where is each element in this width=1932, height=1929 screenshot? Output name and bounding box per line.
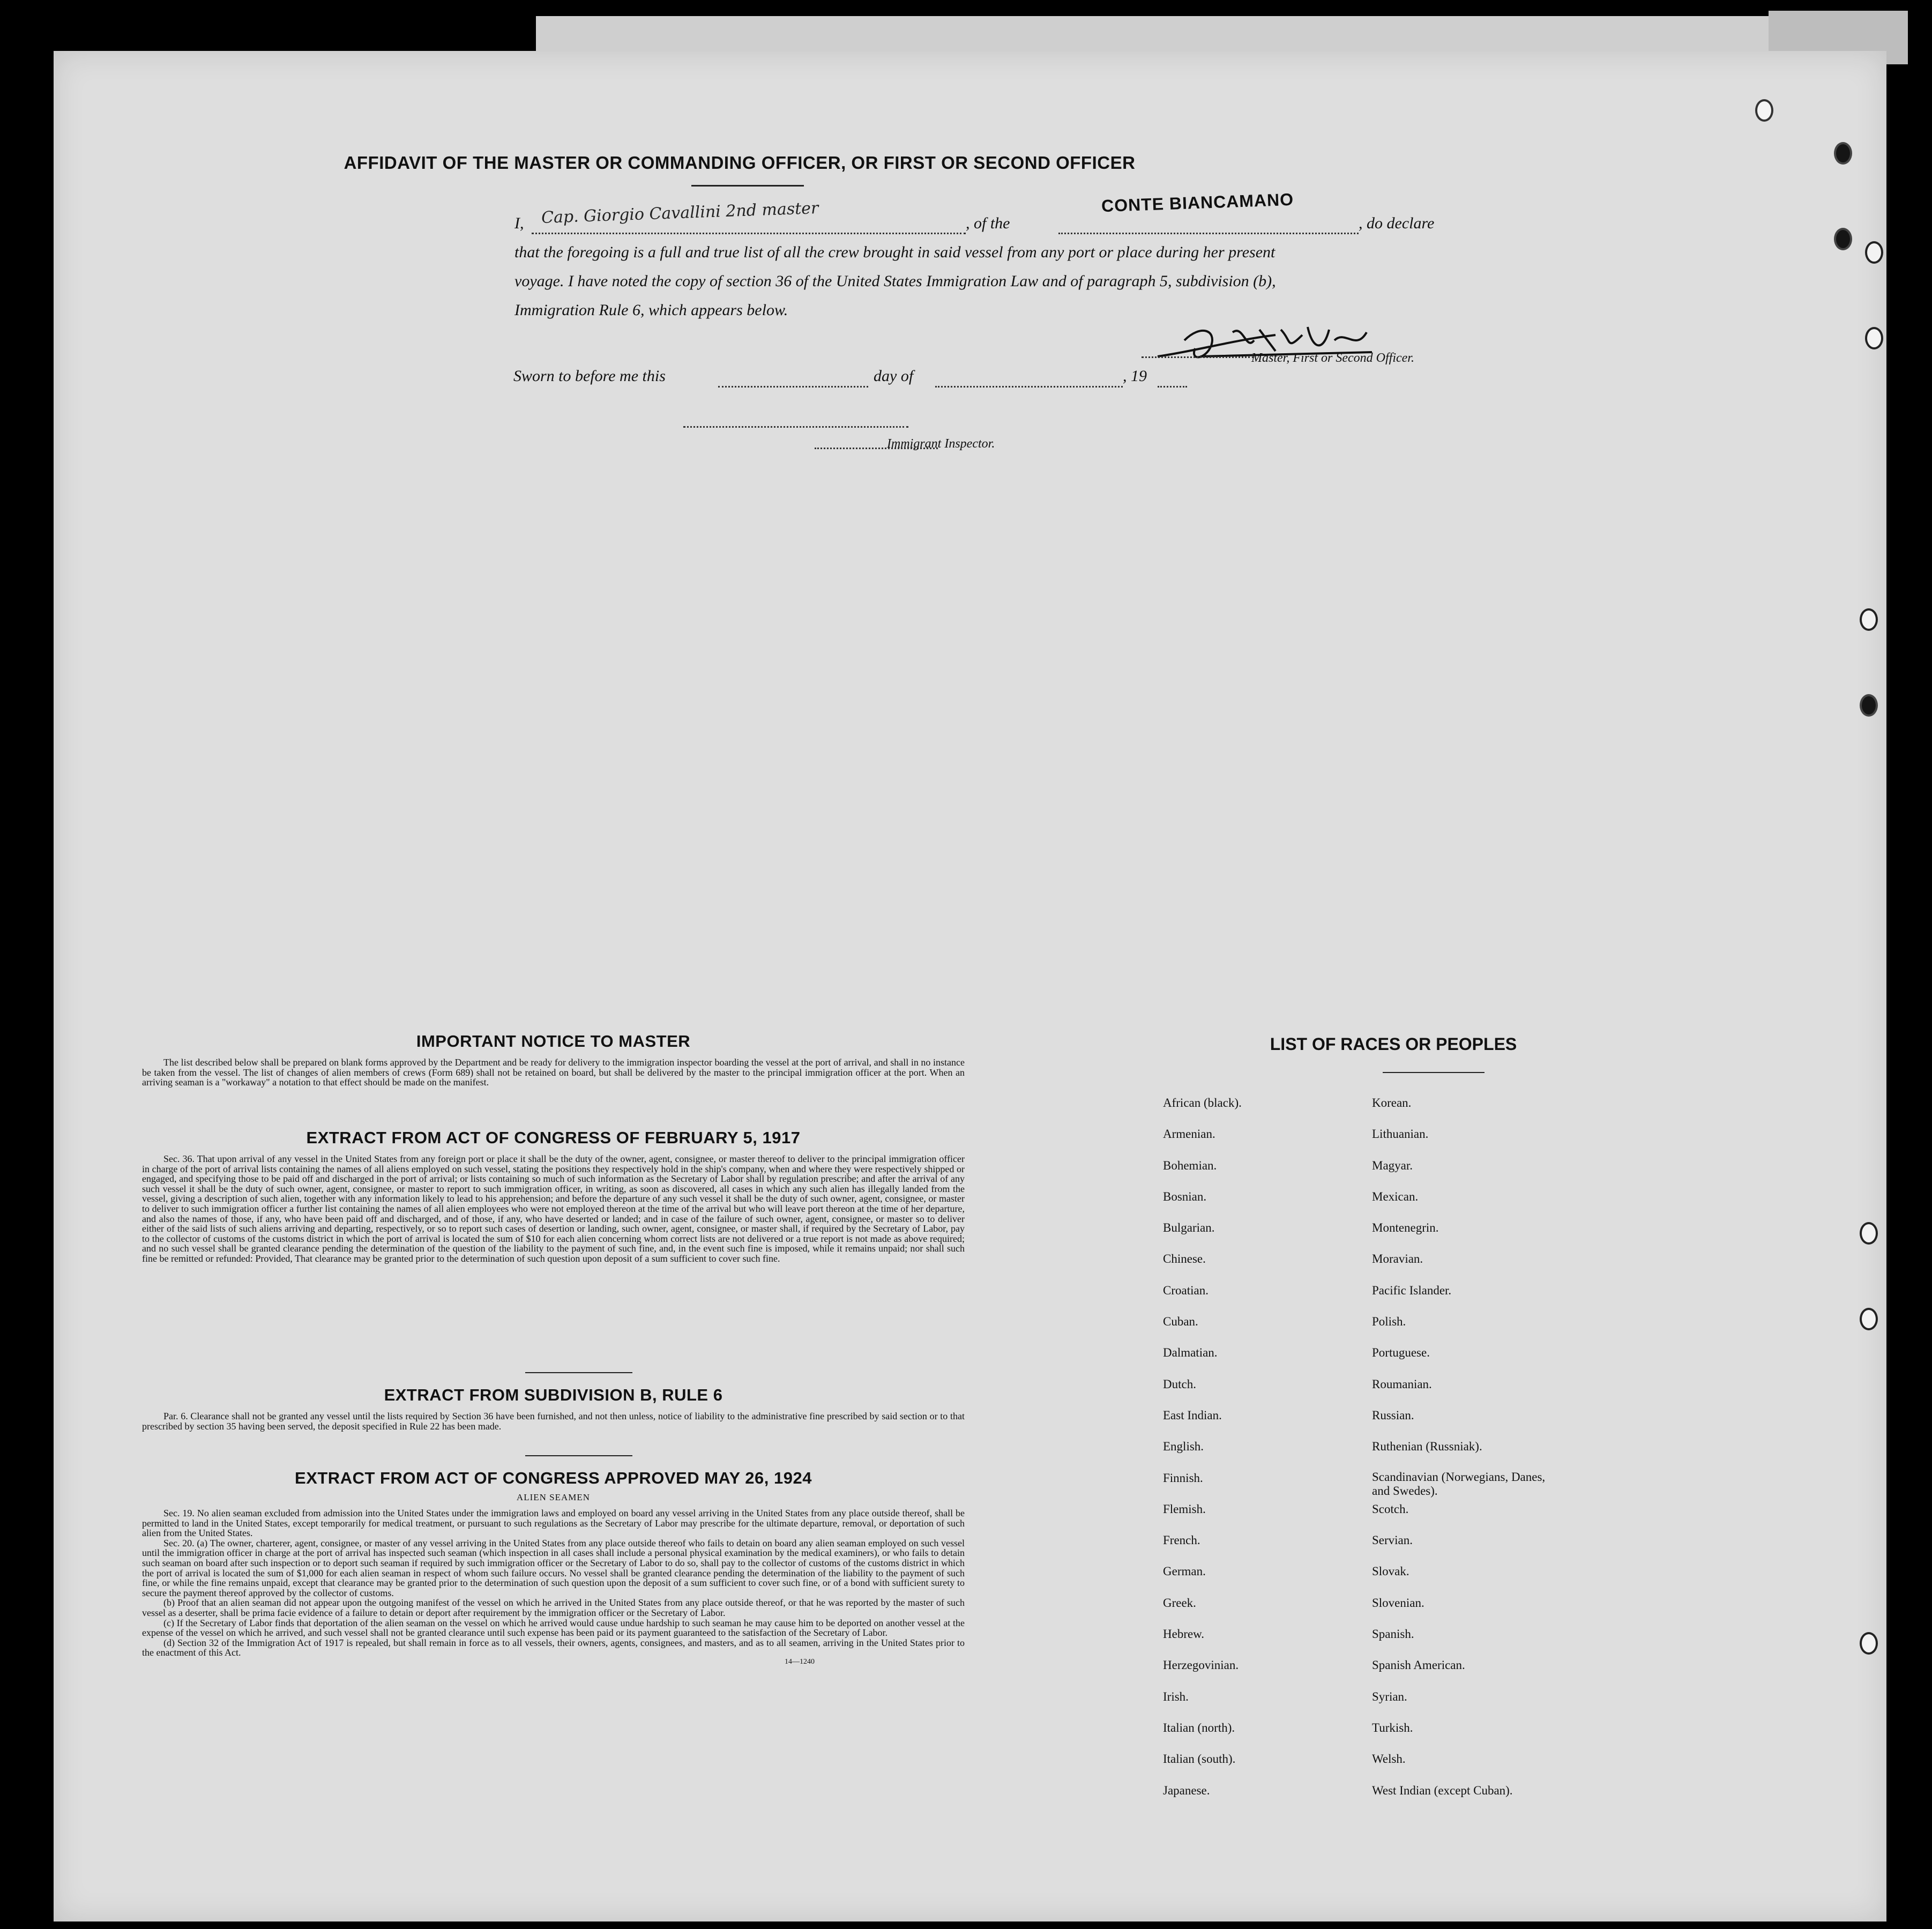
rule-6-title: EXTRACT FROM SUBDIVISION B, RULE 6 xyxy=(384,1386,723,1404)
race-row xyxy=(1163,1658,1645,1689)
race-entry: West Indian (except Cuban). xyxy=(1372,1783,1513,1797)
race-entry: French. xyxy=(1163,1533,1200,1547)
race-entry: English. xyxy=(1163,1440,1204,1454)
race-row xyxy=(1163,1252,1645,1283)
vessel-name-stamp: CONTE BIANCAMANO xyxy=(1101,189,1294,216)
race-entry: Lithuanian. xyxy=(1372,1127,1429,1141)
race-entry: Moravian. xyxy=(1372,1252,1423,1266)
act-1917-title: EXTRACT FROM ACT OF CONGRESS OF FEBRUARY 5, 1917 xyxy=(306,1128,801,1147)
race-row xyxy=(1163,1096,1645,1127)
inspector-label: Immigrant Inspector. xyxy=(887,437,995,451)
race-entry: Syrian. xyxy=(1372,1689,1407,1703)
race-entry: Bulgarian. xyxy=(1163,1221,1215,1235)
races-list xyxy=(1163,1096,1645,1815)
signature-line xyxy=(1142,356,1254,358)
race-entry: Welsh. xyxy=(1372,1752,1406,1766)
title-rule xyxy=(691,185,804,187)
act-1924-title: EXTRACT FROM ACT OF CONGRESS APPROVED MAY 26, 1924 xyxy=(295,1469,812,1487)
races-title-rule xyxy=(1383,1072,1485,1073)
act-1917-text: Sec. 36. That upon arrival of any vessel in the United States from any foreign port or place it shall be the duty of the owner, agent, consignee, or master thereof to deliver to the principal immigration officer in charge of the port of arrival lists containing the names of all aliens employed on such vessel, stating the positions they respectively hold in the ship's company, when and where they were respectively shipped or engaged, and specifying those to be paid off and discharged in the port of arrival; or lists containing so much of such information as the Secretary of Labor shall by regulation prescribe; and after the arrival of any such vessel it shall be the duty of such owner, agent, consignee, or master to report to such immigration officer, in writing, as soon as discovered, all cases in which any such alien has illegally landed from the vessel, giving a description of such alien, together with any information likely to lead to his apprehension; and before the departure of any such vessel it shall be the duty of such owner, agent, consignee, or master to deliver to such immigration officer a further list containing the names of all alien employees who were not employed thereon at the time of the arrival but who will leave port thereon at the time of her departure, and also the names of those, if any, who have been paid off and discharged, and of those, if any, who have deserted or landed; and in case of the failure of such owner, agent, consignee, or master so to deliver either of the said lists of such aliens arriving and departing, respectively, or so to report such cases of desertion or landing, such owner, agent, consignee, or master shall, if required by the Secretary of Labor, pay to the collector of customs of the customs district in which the port of arrival is located the sum of $10 for each alien concerning whom correct lists are not delivered or a true report is not made as above required; and no such vessel shall be granted clearance pending the determination of the question of the liability to the payment of such fine, and, in the event such fine is imposed, while it remains unpaid; nor shall such fine be remitted or refunded: Provided, That clearance may be granted prior to the determination of such question upon deposit of a sum sufficient to cover such fine. xyxy=(142,1153,965,1264)
act-1924-sec20c: (c) If the Secretary of Labor finds that deportation of the alien seaman on the vessel on which he arrived would cause undue hardship to such seaman he may cause him to be deported on another vessel at the expense of the vessel on which he arrived, and such vessel shall not be granted clearance until such expense has been paid or its payment guaranteed to the satisfaction of the Secretary of Labor. xyxy=(142,1617,965,1638)
form-number: 14—1240 xyxy=(785,1657,815,1666)
race-row xyxy=(1163,1127,1645,1158)
race-entry: Servian. xyxy=(1372,1533,1413,1547)
sworn-month-field xyxy=(935,386,1123,388)
race-row xyxy=(1163,1190,1645,1221)
binder-hole xyxy=(1834,142,1852,165)
race-entry: Spanish American. xyxy=(1372,1658,1465,1672)
race-row xyxy=(1163,1346,1645,1377)
race-entry: Montenegrin. xyxy=(1372,1221,1439,1235)
race-entry: Portuguese. xyxy=(1372,1346,1430,1360)
race-row xyxy=(1163,1533,1645,1565)
rule-6-text: Par. 6. Clearance shall not be granted any vessel until the lists required by Section 36 have been furnished, and not then unless, notice of liability to the administrative fine prescribed by said section or to that prescribed by section 35 having been served, the deposit specified in Rule 22 has been made. xyxy=(142,1411,965,1432)
act-1917-section xyxy=(142,1128,965,1264)
race-entry: Pacific Islander. xyxy=(1372,1283,1452,1297)
race-row xyxy=(1163,1377,1645,1409)
race-row xyxy=(1163,1315,1645,1346)
race-entry: African (black). xyxy=(1163,1096,1242,1109)
act-1924-sec20b: (b) Proof that an alien seaman did not appear upon the outgoing manifest of the vessel on which he arrived in the United States from any place outside thereof, or that he was reported by the master of such vessel as a deserter, shall be prima facie evidence of a failure to detain or deport after requirement by the immigration officer or the Secretary of Labor. xyxy=(142,1597,965,1618)
race-row xyxy=(1163,1471,1645,1502)
act-1924-sec19: Sec. 19. No alien seaman excluded from admission into the United States under the immigration laws and employed on board any vessel arriving in the United States from any place outside thereof, shall be permitted to land in the United States, except temporarily for medical treatment, or pursuant to such regulations as the Secretary of Labor may prescribe for the ultimate departure, removal, or deportation of such alien from the United States. xyxy=(142,1508,965,1539)
declaration-line-3: voyage. I have noted the copy of section 36 of the United States Immigration Law and of paragraph 5, subdivision (b), xyxy=(514,272,1276,290)
race-row xyxy=(1163,1752,1645,1783)
race-entry: Slovak. xyxy=(1372,1565,1409,1578)
race-entry: Cuban. xyxy=(1163,1315,1198,1329)
race-entry: Ruthenian (Russniak). xyxy=(1372,1440,1482,1454)
declaration-pronoun: I, xyxy=(514,214,524,232)
notice-section xyxy=(142,1032,965,1088)
binder-hole xyxy=(1865,241,1883,264)
race-entry: Japanese. xyxy=(1163,1783,1210,1797)
race-row xyxy=(1163,1284,1645,1315)
race-entry: Scotch. xyxy=(1372,1502,1409,1516)
section-rule-2 xyxy=(525,1455,632,1456)
race-entry: Slovenian. xyxy=(1372,1596,1424,1610)
race-entry: Flemish. xyxy=(1163,1502,1206,1516)
race-entry: Korean. xyxy=(1372,1096,1412,1109)
race-entry: East Indian. xyxy=(1163,1408,1222,1422)
race-entry: Magyar. xyxy=(1372,1158,1413,1172)
sworn-year-prefix: , 19 xyxy=(1123,367,1147,385)
race-row xyxy=(1163,1409,1645,1440)
handwritten-master-name: Cap. Giorgio Cavallini 2nd master xyxy=(541,198,819,228)
sworn-year-field xyxy=(1158,386,1187,388)
race-entry: Hebrew. xyxy=(1163,1627,1205,1641)
races-title: LIST OF RACES OR PEOPLES xyxy=(1270,1034,1517,1054)
race-row xyxy=(1163,1440,1645,1471)
race-entry: Bosnian. xyxy=(1163,1189,1207,1203)
race-entry: Dalmatian. xyxy=(1163,1346,1218,1360)
notice-text: The list described below shall be prepared on blank forms approved by the Department and be ready for delivery to the immigration inspector boarding the vessel at the port of arrival, and shall in no instance be taken from the vessel. The list of changes of alien members of crews (Form 689) shall not be retained on board, but shall be delivered by the master to the principal immigration officer at the port. When an arriving seaman is a "workaway" a notation to that effect should be made on the manifest. xyxy=(142,1057,965,1088)
race-entry: Croatian. xyxy=(1163,1283,1209,1297)
race-row xyxy=(1163,1721,1645,1752)
binder-hole xyxy=(1860,1222,1878,1245)
binder-hole xyxy=(1860,694,1878,717)
binder-hole xyxy=(1860,1308,1878,1330)
notice-title: IMPORTANT NOTICE TO MASTER xyxy=(416,1032,691,1051)
race-row xyxy=(1163,1221,1645,1252)
race-entry: Turkish. xyxy=(1372,1721,1413,1734)
act-1924-sec20a: Sec. 20. (a) The owner, charterer, agent, consignee, or master of any vessel arriving in the United States from any place outside thereof who fails to detain on board any alien seaman employed on such vessel until the immigration officer in charge at the port of arrival has inspected such seaman (which inspection in all cases shall include a personal physical examination by the medical examiners), or who fails to detain such seaman on board after such inspection or to deport such seaman if required by such immigration officer or the Secretary of Labor to do so, shall pay to the collector of customs of the customs district in which the port of arrival is located the sum of $1,000 for each alien seaman in respect of whom such failure occurs. No vessel shall be granted clearance pending the determination of the liability to the payment of such fine, or while the fine remains unpaid, except that clearance may be granted prior to the determination of such question upon the deposit of a sum sufficient to cover such fine, or of a bond with sufficient surety to secure the payment thereof approved by the collector of customs. xyxy=(142,1537,965,1598)
signature-label: Master, First or Second Officer. xyxy=(1251,351,1414,365)
race-row xyxy=(1163,1784,1645,1815)
race-entry: Bohemian. xyxy=(1163,1158,1217,1172)
declaration-do-declare: , do declare xyxy=(1359,214,1435,232)
race-entry: Finnish. xyxy=(1163,1471,1203,1485)
race-entry: Spanish. xyxy=(1372,1627,1414,1641)
rule-6-section xyxy=(142,1386,965,1431)
race-row xyxy=(1163,1565,1645,1596)
race-row xyxy=(1163,1627,1645,1658)
race-entry: Russian. xyxy=(1372,1408,1414,1422)
race-entry: Roumanian. xyxy=(1372,1377,1432,1391)
race-entry: German. xyxy=(1163,1565,1206,1578)
declaration-of-the: , of the xyxy=(966,214,1010,232)
declaration-paragraph xyxy=(514,209,1543,325)
race-row xyxy=(1163,1690,1645,1721)
affidavit-document-page xyxy=(54,51,1886,1921)
binder-hole xyxy=(1865,327,1883,349)
inspector-signature-line xyxy=(683,426,908,428)
section-rule-1 xyxy=(525,1372,632,1373)
sworn-prefix: Sworn to before me this xyxy=(513,367,666,385)
name-field-line xyxy=(532,233,966,234)
race-entry: Italian (north). xyxy=(1163,1721,1235,1734)
sworn-day-of: day of xyxy=(874,367,914,385)
race-entry: Chinese. xyxy=(1163,1252,1206,1266)
affidavit-title: AFFIDAVIT OF THE MASTER OR COMMANDING OFFICER, OR FIRST OR SECOND OFFICER xyxy=(344,153,1136,173)
race-entry: Greek. xyxy=(1163,1596,1196,1610)
race-entry: Scandinavian (Norwegians, Danes, and Swedes). xyxy=(1372,1470,1546,1498)
race-entry: Polish. xyxy=(1372,1315,1406,1329)
race-entry: Italian (south). xyxy=(1163,1752,1236,1766)
binder-hole xyxy=(1860,1632,1878,1655)
race-entry: Armenian. xyxy=(1163,1127,1215,1141)
race-entry: Mexican. xyxy=(1372,1189,1419,1203)
race-row xyxy=(1163,1596,1645,1627)
act-1924-sec20d: (d) Section 32 of the Immigration Act of 1917 is repealed, but shall remain in force as to all vessels, their owners, agents, consignees, and masters, and as to all seamen, arriving in the United States prior to the enactment of this Act. xyxy=(142,1637,965,1658)
act-1924-section xyxy=(142,1469,965,1666)
race-entry: Herzegovinian. xyxy=(1163,1658,1239,1672)
binder-hole xyxy=(1755,99,1773,122)
declaration-line-4: Immigration Rule 6, which appears below. xyxy=(514,301,788,319)
declaration-line-2: that the foregoing is a full and true list of all the crew brought in said vessel from any port or place during her present xyxy=(514,243,1275,261)
race-entry: Dutch. xyxy=(1163,1377,1196,1391)
act-1924-subtitle: ALIEN SEAMEN xyxy=(516,1492,591,1502)
race-row xyxy=(1163,1502,1645,1533)
binder-hole xyxy=(1834,228,1852,250)
sworn-day-field xyxy=(718,386,868,388)
race-row xyxy=(1163,1159,1645,1190)
binder-hole xyxy=(1860,608,1878,631)
race-entry: Irish. xyxy=(1163,1689,1189,1703)
vessel-field-line xyxy=(1058,233,1359,234)
